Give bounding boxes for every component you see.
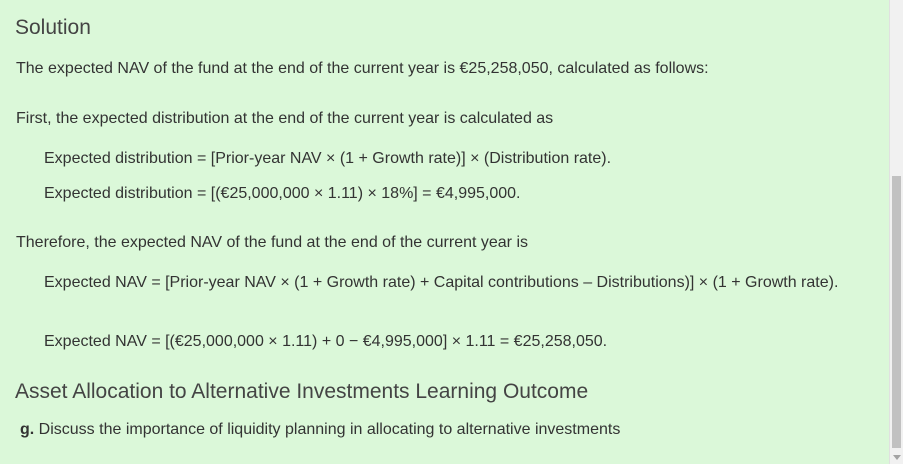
- learning-outcome-item: [20, 419, 620, 441]
- solution-intro: The expected NAV of the fund at the end of the current year is €25,258,050, calculated as follows:: [16, 60, 709, 77]
- learning-outcome-text: Discuss the importance of liquidity planning in allocating to alternative investments: [38, 421, 621, 438]
- step-one-text: First, the expected distribution at the end of the current year is calculated as: [16, 110, 554, 127]
- nav-calculation: Expected NAV = [(€25,000,000 × 1.11) + 0 − €4,995,000] × 1.11 = €25,258,050.: [44, 333, 608, 350]
- solution-heading: Solution: [15, 16, 91, 39]
- learning-outcome-heading: Asset Allocation to Alternative Investments Learning Outcome: [15, 380, 589, 403]
- learning-outcome-letter: g.: [20, 421, 35, 438]
- scroll-down-arrow-icon[interactable]: [893, 455, 901, 460]
- distribution-calculation: Expected distribution = [(€25,000,000 × 1.11) × 18%] = €4,995,000.: [44, 185, 521, 202]
- nav-formula: Expected NAV = [Prior-year NAV × (1 + Growth rate) + Capital contributions – Distributions)] × (1 + Growth rate).: [44, 274, 839, 291]
- step-two-text: Therefore, the expected NAV of the fund at the end of the current year is: [16, 234, 529, 251]
- vertical-scrollbar[interactable]: [889, 0, 903, 464]
- distribution-formula: Expected distribution = [Prior-year NAV × (1 + Growth rate)] × (Distribution rate).: [44, 150, 612, 167]
- scrollbar-thumb[interactable]: [892, 176, 901, 448]
